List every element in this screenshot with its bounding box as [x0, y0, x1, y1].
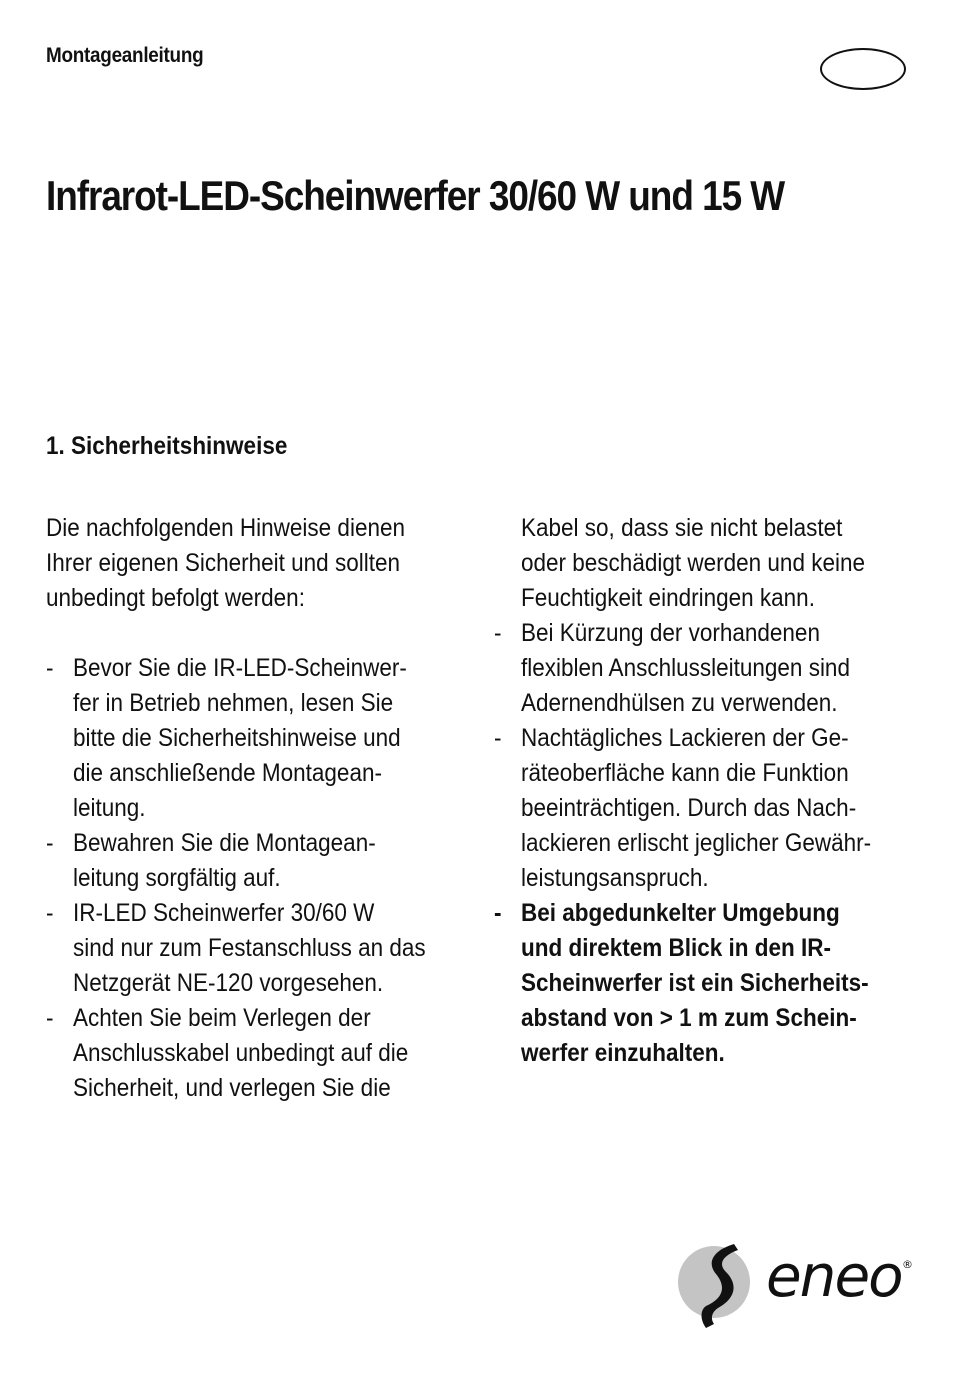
text-line: Bei abgedunkelter Umgebung [521, 899, 840, 927]
text-line: sind nur zum Festanschluss an das [73, 934, 426, 962]
text-line: Kabel so, dass sie nicht belastet [521, 514, 843, 542]
text-line: flexiblen Anschlussleitungen sind [521, 654, 850, 682]
list-dash: - [494, 724, 502, 752]
text-line: Achten Sie beim Verlegen der [73, 1004, 371, 1032]
text-line: Bevor Sie die IR-LED-Scheinwer- [73, 654, 407, 682]
continued-list-item [494, 511, 906, 616]
document-type-label: Montageanleitung [46, 44, 204, 67]
list-dash: - [46, 829, 54, 857]
text-line: unbedingt befolgt werden: [46, 584, 305, 612]
list-dash: - [46, 1004, 54, 1032]
text-line: beeinträchtigen. Durch das Nach- [521, 794, 857, 822]
text-line: Feuchtigkeit eindringen kann. [521, 584, 815, 612]
text-line: die anschließende Montagean- [73, 759, 382, 787]
text-line: Scheinwerfer ist ein Sicherheits- [521, 969, 869, 997]
list-item [46, 826, 456, 896]
list-item [46, 896, 456, 1001]
text-line: Die nachfolgenden Hinweise dienen [46, 514, 406, 542]
intro-paragraph [46, 511, 456, 616]
text-line: abstand von > 1 m zum Schein- [521, 1004, 857, 1032]
text-line: Ihrer eigenen Sicherheit und sollten [46, 549, 400, 577]
text-line: räteoberfläche kann die Funktion [521, 759, 849, 787]
right-text-column [494, 511, 906, 1071]
text-line: Netzgerät NE-120 vorgesehen. [73, 969, 384, 997]
list-dash: - [494, 619, 502, 647]
brand-logo [676, 1236, 916, 1336]
text-line: Bei Kürzung der vorhandenen [521, 619, 820, 647]
list-dash: - [46, 654, 54, 682]
registered-mark: ® [902, 1258, 913, 1271]
text-line: IR-LED Scheinwerfer 30/60 W [73, 899, 375, 927]
language-indicator-oval [820, 48, 906, 90]
list-item [494, 616, 906, 721]
section-heading: 1. Sicherheitshinweise [46, 432, 288, 460]
list-item [46, 651, 456, 826]
text-line: fer in Betrieb nehmen, lesen Sie [73, 689, 394, 717]
text-line: und direktem Blick in den IR- [521, 934, 832, 962]
safety-warning-item [494, 896, 906, 1071]
text-line: leitung sorgfältig auf. [73, 864, 281, 892]
text-line: Anschlusskabel unbedingt auf die [73, 1039, 409, 1067]
document-title: Infrarot-LED-Scheinwerfer 30/60 W und 15 W [46, 172, 785, 219]
text-line: Adernendhülsen zu verwenden. [521, 689, 838, 717]
list-item [494, 721, 906, 896]
list-dash: - [46, 899, 54, 927]
text-line: leitung. [73, 794, 146, 822]
list-dash: - [494, 899, 502, 927]
text-line: werfer einzuhalten. [521, 1039, 725, 1067]
text-line: oder beschädigt werden und keine [521, 549, 865, 577]
text-line: Bewahren Sie die Montagean- [73, 829, 376, 857]
text-line: Nachtägliches Lackieren der Ge- [521, 724, 849, 752]
text-line: leistungsanspruch. [521, 864, 709, 892]
text-line: bitte die Sicherheitshinweise und [73, 724, 401, 752]
text-line: Sicherheit, und verlegen Sie die [73, 1074, 391, 1102]
list-item [46, 1001, 456, 1106]
text-line: lackieren erlischt jeglicher Gewähr- [521, 829, 872, 857]
left-text-column [46, 511, 456, 1106]
logo-wordmark: eneo [766, 1242, 902, 1310]
eneo-logo-icon [676, 1236, 776, 1336]
